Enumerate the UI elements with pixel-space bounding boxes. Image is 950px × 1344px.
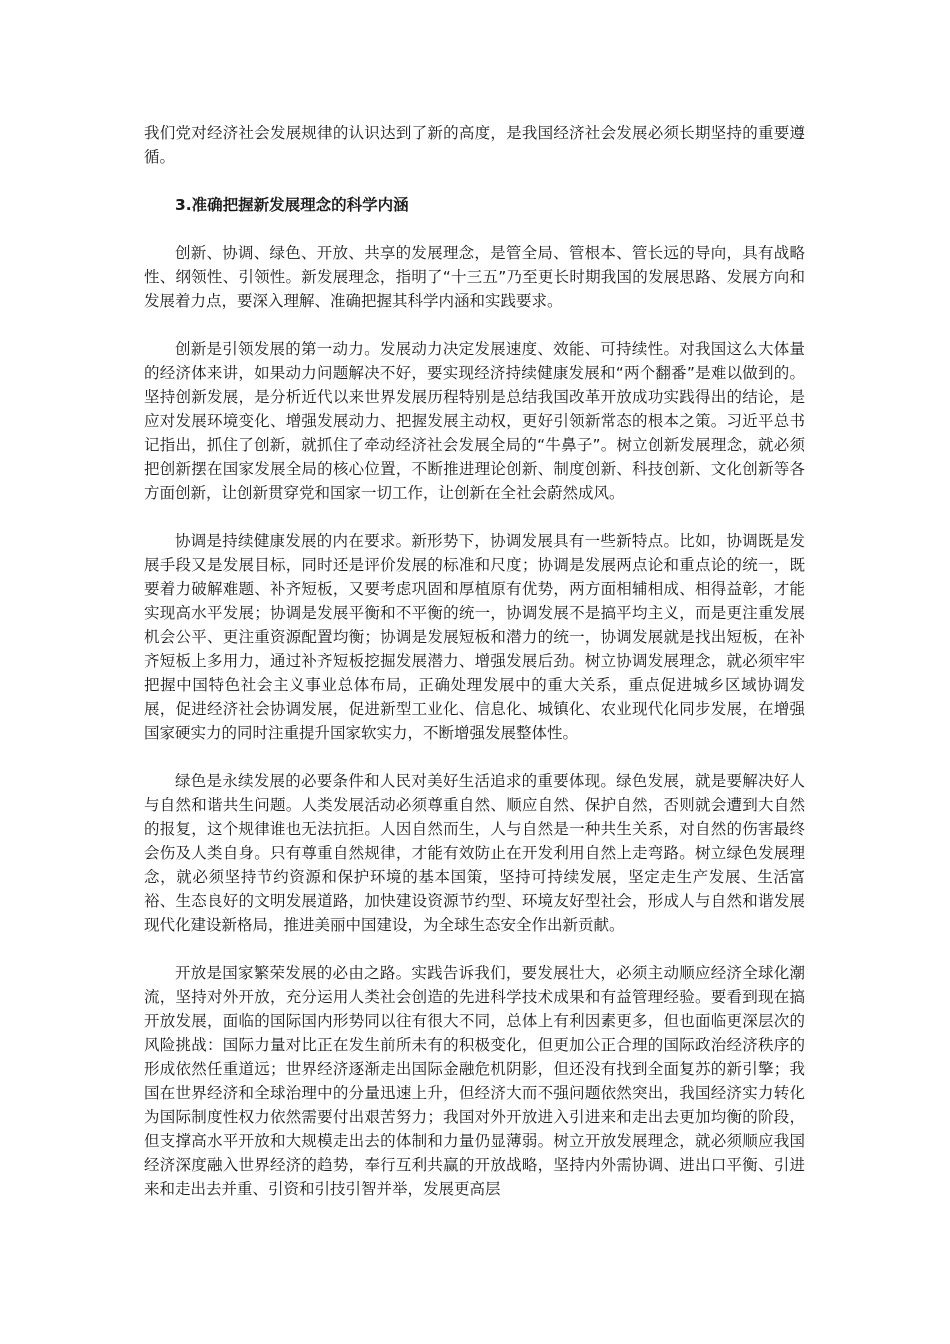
paragraph-overview: 创新、协调、绿色、开放、共享的发展理念，是管全局、管根本、管长远的导向，具有战略性、纲领性、引领性。新发展理念，指明了“十三五”乃至更长时期我国的发展思路、发展方向和发展着力点，要深入理解、准确把握其科学内涵和实践要求。 [144, 244, 805, 310]
document-body [144, 121, 805, 1201]
continuation-paragraph: 我们党对经济社会发展规律的认识达到了新的高度，是我国经济社会发展必须长期坚持的重要遵循。 [144, 124, 805, 166]
paragraph-green: 绿色是永续发展的必要条件和人民对美好生活追求的重要体现。绿色发展，就是要解决好人与自然和谐共生问题。人类发展活动必须尊重自然、顺应自然、保护自然，否则就会遭到大自然的报复，这个规律谁也无法抗拒。人因自然而生，人与自然是一种共生关系，对自然的伤害最终会伤及人类自身。只有尊重自然规律，才能有效防止在开发利用自然上走弯路。树立绿色发展理念，就必须坚持节约资源和保护环境的基本国策，坚持可持续发展，坚定走生产发展、生活富裕、生态良好的文明发展道路，加快建设资源节约型、环境友好型社会，形成人与自然和谐发展现代化建设新格局，推进美丽中国建设，为全球生态安全作出新贡献。 [144, 772, 805, 934]
paragraph-innovation: 创新是引领发展的第一动力。发展动力决定发展速度、效能、可持续性。对我国这么大体量的经济体来讲，如果动力问题解决不好，要实现经济持续健康发展和“两个翻番”是难以做到的。坚持创新发展，是分析近代以来世界发展历程特别是总结我国改革开放成功实践得出的结论，是应对发展环境变化、增强发展动力、把握发展主动权，更好引领新常态的根本之策。习近平总书记指出，抓住了创新，就抓住了牵动经济社会发展全局的“牛鼻子”。树立创新发展理念，就必须把创新摆在国家发展全局的核心位置，不断推进理论创新、制度创新、科技创新、文化创新等各方面创新，让创新贯穿党和国家一切工作，让创新在全社会蔚然成风。 [144, 340, 805, 502]
paragraph-openness: 开放是国家繁荣发展的必由之路。实践告诉我们，要发展壮大，必须主动顺应经济全球化潮流，坚持对外开放，充分运用人类社会创造的先进科学技术成果和有益管理经验。要看到现在搞开放发展，面临的国际国内形势同以往有很大不同，总体上有利因素更多，但也面临更深层次的风险挑战：国际力量对比正在发生前所未有的积极变化，但更加公正合理的国际政治经济秩序的形成依然任重道远；世界经济逐渐走出国际金融危机阴影，但还没有找到全面复苏的新引擎；我国在世界经济和全球治理中的分量迅速上升，但经济大而不强问题依然突出，我国经济实力转化为国际制度性权力依然需要付出艰苦努力；我国对外开放进入引进来和走出去更加均衡的阶段，但支撑高水平开放和大规模走出去的体制和力量仍显薄弱。树立开放发展理念，就必须顺应我国经济深度融入世界经济的趋势，奉行互利共赢的开放战略，坚持内外需协调、进出口平衡、引进来和走出去并重、引资和引技引智并举，发展更高层 [144, 964, 805, 1198]
paragraph-coordination: 协调是持续健康发展的内在要求。新形势下，协调发展具有一些新特点。比如，协调既是发展手段又是发展目标，同时还是评价发展的标准和尺度；协调是发展两点论和重点论的统一，既要着力破解难题、补齐短板，又要考虑巩固和厚植原有优势，两方面相辅相成、相得益彰，才能实现高水平发展；协调是发展平衡和不平衡的统一，协调发展不是搞平均主义，而是更注重发展机会公平、更注重资源配置均衡；协调是发展短板和潜力的统一，协调发展就是找出短板，在补齐短板上多用力，通过补齐短板挖掘发展潜力、增强发展后劲。树立协调发展理念，就必须牢牢把握中国特色社会主义事业总体布局，正确处理发展中的重大关系，重点促进城乡区域协调发展，促进经济社会协调发展，促进新型工业化、信息化、城镇化、农业现代化同步发展，在增强国家硬实力的同时注重提升国家软实力，不断增强发展整体性。 [144, 532, 805, 742]
section-heading: 3.准确把握新发展理念的科学内涵 [175, 196, 409, 214]
